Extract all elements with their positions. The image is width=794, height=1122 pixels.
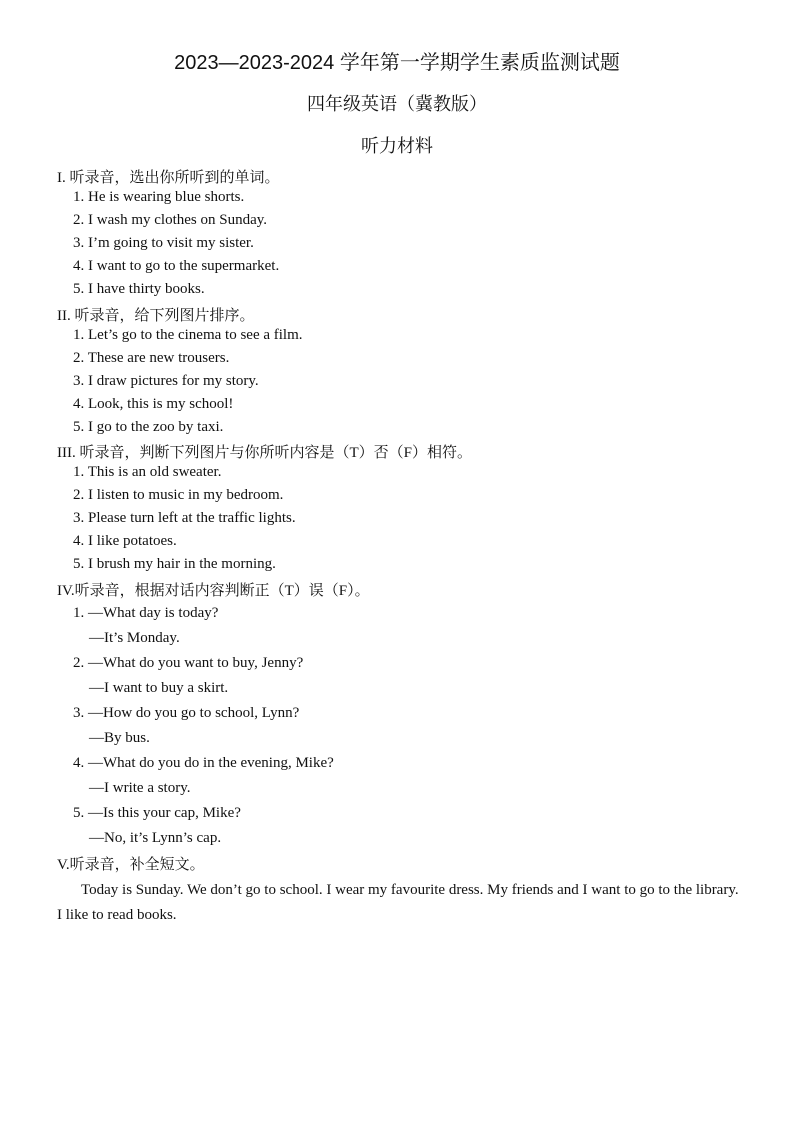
part1-heading: I. 听录音，选出你所听到的单词。 bbox=[57, 170, 280, 186]
part4-question: 5. —Is this your cap, Mike? bbox=[73, 805, 241, 821]
part2-item: 2. These are new trousers. bbox=[73, 350, 230, 366]
part2-item: 1. Let’s go to the cinema to see a film. bbox=[73, 327, 303, 343]
part4-answer: —By bus. bbox=[89, 730, 150, 746]
part5-passage: Today is Sunday. We don’t go to school. I wear my favourite dress. My friends and I want to go to the library. I like to read books. bbox=[57, 882, 739, 923]
part4-answer: —I write a story. bbox=[89, 780, 191, 796]
part5-heading: V.听录音，补全短文。 bbox=[57, 857, 205, 873]
part2-heading: II. 听录音，给下列图片排序。 bbox=[57, 308, 255, 324]
exam-subtitle: 四年级英语（冀教版） bbox=[307, 94, 487, 114]
part4-question: 2. —What do you want to buy, Jenny? bbox=[73, 655, 304, 671]
part4-question: 4. —What do you do in the evening, Mike? bbox=[73, 755, 334, 771]
part1-item: 4. I want to go to the supermarket. bbox=[73, 258, 280, 274]
part3-item: 2. I listen to music in my bedroom. bbox=[73, 487, 284, 503]
part3-item: 5. I brush my hair in the morning. bbox=[73, 556, 276, 572]
part2-item: 3. I draw pictures for my story. bbox=[73, 373, 259, 389]
exam-title: 2023—2023-2024 学年第一学期学生素质监测试题 bbox=[174, 52, 620, 74]
part2-item: 4. Look, this is my school! bbox=[73, 396, 234, 412]
part3-heading: III. 听录音，判断下列图片与你所听内容是（T）否（F）相符。 bbox=[57, 445, 472, 461]
part1-item: 1. He is wearing blue shorts. bbox=[73, 189, 245, 205]
part4-answer: —It’s Monday. bbox=[89, 630, 180, 646]
part1-item: 2. I wash my clothes on Sunday. bbox=[73, 212, 268, 228]
part4-question: 3. —How do you go to school, Lynn? bbox=[73, 705, 300, 721]
part4-answer: —No, it’s Lynn’s cap. bbox=[89, 830, 222, 846]
part3-item: 1. This is an old sweater. bbox=[73, 464, 222, 480]
part4-question: 1. —What day is today? bbox=[73, 605, 219, 621]
part1-item: 3. I’m going to visit my sister. bbox=[73, 235, 254, 251]
part1-item: 5. I have thirty books. bbox=[73, 281, 205, 297]
part4-heading: IV.听录音，根据对话内容判断正（T）误（F）。 bbox=[57, 583, 370, 599]
part4-answer: —I want to buy a skirt. bbox=[89, 680, 229, 696]
part3-item: 4. I like potatoes. bbox=[73, 533, 177, 549]
listening-material-title: 听力材料 bbox=[361, 136, 433, 156]
part3-item: 3. Please turn left at the traffic lights. bbox=[73, 510, 296, 526]
part2-item: 5. I go to the zoo by taxi. bbox=[73, 419, 224, 435]
